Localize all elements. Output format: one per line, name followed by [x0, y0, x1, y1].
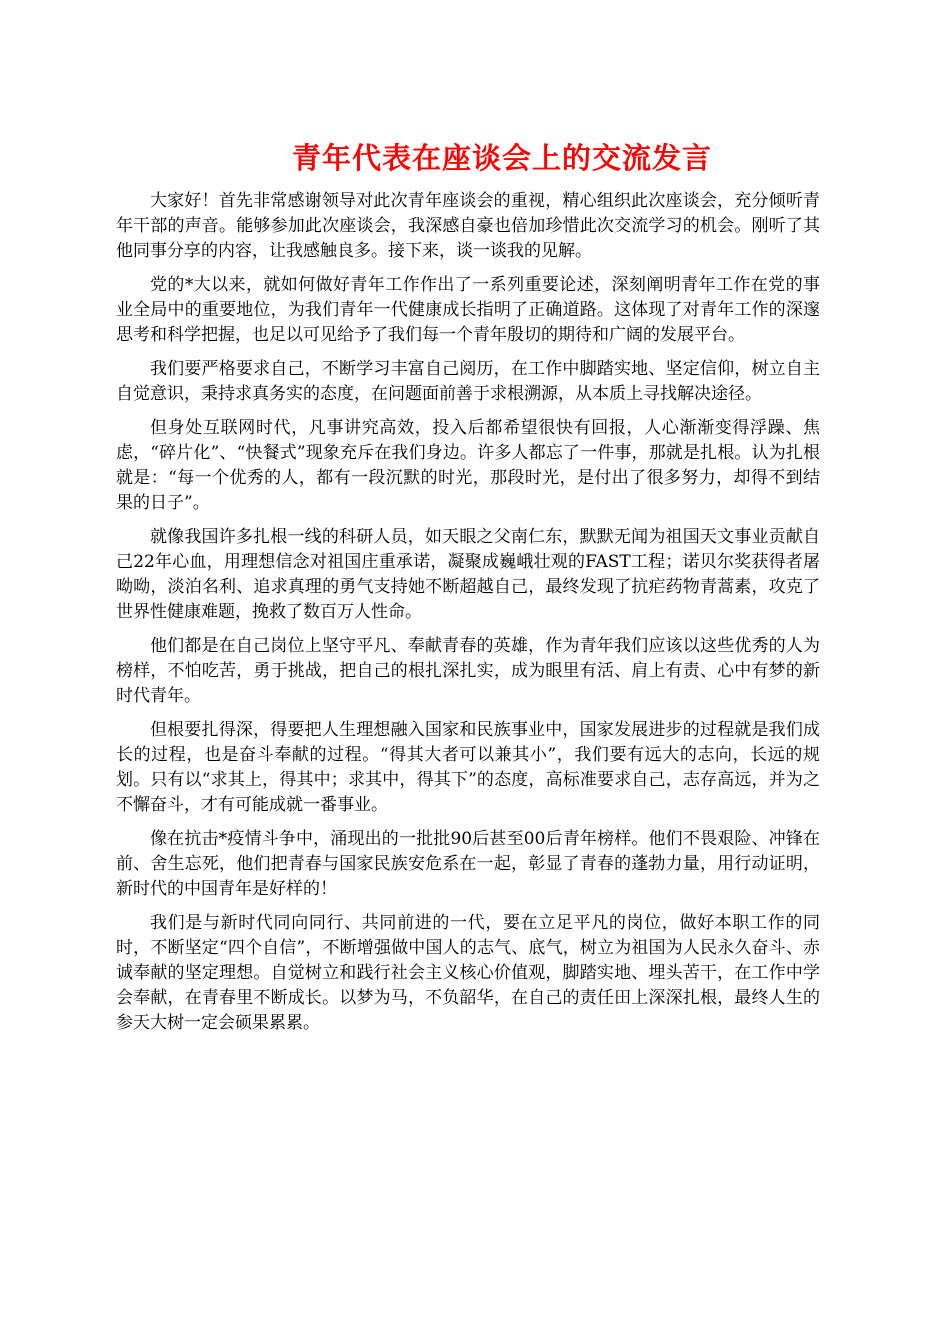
- paragraph: 大家好！首先非常感谢领导对此次青年座谈会的重视，精心组织此次座谈会，充分倾听青年干部的声音。能够参加此次座谈会，我深感自豪也倍加珍惜此次交流学习的机会。刚听了其他同事分享的内容，让我感触良多。接下来，谈一谈我的见解。: [116, 191, 820, 261]
- paragraph: 像在抗击*疫情斗争中，涌现出的一批批90后甚至00后青年榜样。他们不畏艰险、冲锋在前、舍生忘死，他们把青春与国家民族安危系在一起，彰显了青春的蓬勃力量，用行动证明，新时代的中国青年是好样的！: [116, 829, 820, 899]
- document-body: [116, 189, 820, 1045]
- paragraph: 但身处互联网时代，凡事讲究高效，投入后都希望很快有回报，人心渐渐变得浮躁、焦虑，“碎片化”、“快餐式”现象充斥在我们身边。许多人都忘了一件事，那就是扎根。认为扎根就是：“每一个优秀的人，都有一段沉默的时光，那段时光，是付出了很多努力，却得不到结果的日子”。: [116, 418, 820, 513]
- paragraph: 他们都是在自己岗位上坚守平凡、奉献青春的英雄，作为青年我们应该以这些优秀的人为榜样，不怕吃苦，勇于挑战，把自己的根扎深扎实，成为眼里有活、肩上有责、心中有梦的新时代青年。: [116, 636, 820, 706]
- paragraph: 党的*大以来，就如何做好青年工作作出了一系列重要论述，深刻阐明青年工作在党的事业全局中的重要地位，为我们青年一代健康成长指明了正确道路。这体现了对青年工作的深邃思考和科学把握，也足以可见给予了我们每一个青年殷切的期待和广阔的发展平台。: [116, 275, 820, 345]
- paragraph: 我们是与新时代同向同行、共同前进的一代，要在立足平凡的岗位，做好本职工作的同时，不断坚定“四个自信”，不断增强做中国人的志气、底气，树立为祖国为人民永久奋斗、赤诚奉献的坚定理想。自觉树立和践行社会主义核心价值观，脚踏实地、埋头苦干，在工作中学会奉献，在青春里不断成长。以梦为马，不负韶华，在自己的责任田上深深扎根，最终人生的参天大树一定会硕果累累。: [116, 913, 820, 1033]
- paragraph: 但根要扎得深，得要把人生理想融入国家和民族事业中，国家发展进步的过程就是我们成长的过程，也是奋斗奉献的过程。“得其大者可以兼其小”，我们要有远大的志向，长远的规划。只有以“求其上，得其中；求其中，得其下”的态度，高标准要求自己，志存高远，并为之不懈奋斗，才有可能成就一番事业。: [116, 720, 820, 815]
- paragraph: 我们要严格要求自己，不断学习丰富自己阅历，在工作中脚踏实地、坚定信仰，树立自主自觉意识，秉持求真务实的态度，在问题面前善于求根溯源，从本质上寻找解决途径。: [116, 359, 820, 404]
- paragraph: 就像我国许多扎根一线的科研人员，如天眼之父南仁东，默默无闻为祖国天文事业贡献自己22年心血，用理想信念对祖国庄重承诺，凝聚成巍峨壮观的FAST工程；诺贝尔奖获得者屠呦呦，淡泊名利、追求真理的勇气支持她不断超越自己，最终发现了抗疟药物青蒿素，攻克了世界性健康难题，挽救了数百万人性命。: [116, 527, 820, 622]
- document-title: 青年代表在座谈会上的交流发言: [291, 141, 712, 175]
